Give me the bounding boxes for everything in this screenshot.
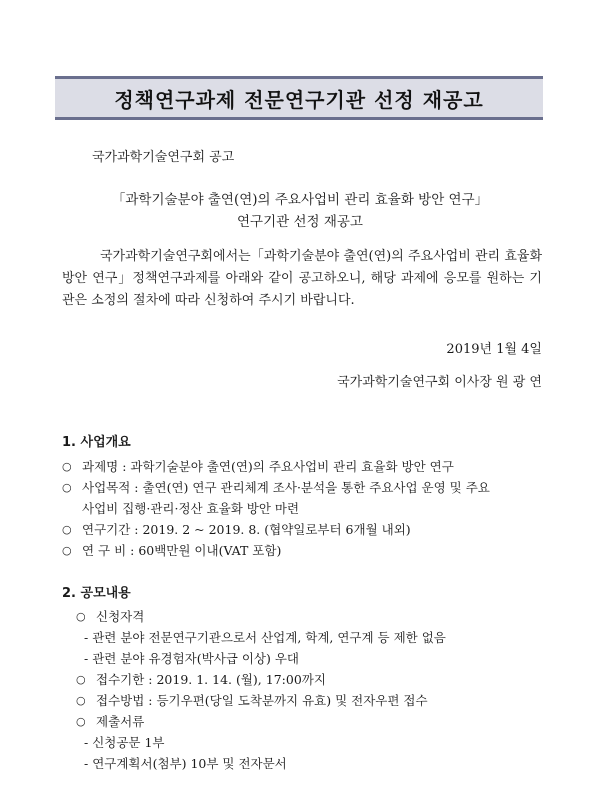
section2-heading: 2. 공모내용 [62,586,131,601]
section2-list [62,606,552,774]
item-qualification: 신청자격 [96,609,145,624]
section1-list [62,456,552,561]
item-method: 접수방법 : 등기우편(당일 도착분까지 유효) 및 전자우편 접수 [96,693,428,708]
list-subitem [62,627,552,648]
list-item [62,540,552,561]
list-item-continuation [62,498,552,519]
bullet-circle-icon: ○ [62,544,72,557]
list-item [62,606,552,627]
list-subitem [62,648,552,669]
list-item [62,456,552,477]
list-item [62,711,552,732]
qual-sub-2: - 관련 분야 유경험자(박사급 이상) 우대 [84,651,299,666]
qual-sub-1: - 관련 분야 전문연구기관으로서 산업계, 학계, 연구계 등 제한 없음 [84,630,446,645]
subject-line-2: 연구기관 선정 재공고 [237,214,363,230]
subject-line-1: 「과학기술분야 출연(연)의 주요사업비 관리 효율화 방안 연구」 [111,192,489,208]
item-purpose-continued: 사업비 집행·관리·정산 효율화 방안 마련 [82,501,300,516]
list-item [62,669,552,690]
list-item [62,477,552,498]
doc-sub-1: - 신청공문 1부 [84,735,165,750]
bullet-circle-icon: ○ [76,610,86,623]
bullet-circle-icon: ○ [62,523,72,536]
list-subitem [62,732,552,753]
agency-notice: 국가과학기술연구회 공고 [92,150,235,165]
title-banner [55,76,543,120]
list-item [62,690,552,711]
notice-date: 2019년 1월 4일 [446,342,542,357]
item-deadline: 접수기한 : 2019. 1. 14. (월), 17:00까지 [96,672,326,687]
item-budget: 연 구 비 : 60백만원 이내(VAT 포함) [82,543,282,558]
item-purpose: 사업목적 : 출연(연) 연구 관리체계 조사·분석을 통한 주요사업 운영 및 주요 [82,480,490,495]
item-documents: 제출서류 [96,714,145,729]
signer: 국가과학기술연구회 이사장 원 광 연 [337,375,542,390]
bullet-circle-icon: ○ [62,481,72,494]
item-period: 연구기간 : 2019. 2 ~ 2019. 8. (협약일로부터 6개월 내외) [82,522,411,537]
page-title: 정책연구과제 전문연구기관 선정 재공고 [114,87,484,112]
body-paragraph: 국가과학기술연구회에서는「과학기술분야 출연(연)의 주요사업비 관리 효율화 방안 연구」정책연구과제를 아래와 같이 공고하오니, 해당 과제에 응모를 원하는 기관은 소정의 절차에 따라 신청하여 주시기 바랍니다. [62,249,542,308]
section1-heading: 1. 사업개요 [62,435,131,450]
list-item [62,519,552,540]
bullet-circle-icon: ○ [76,694,86,707]
item-project-name: 과제명 : 과학기술분야 출연(연)의 주요사업비 관리 효율화 방안 연구 [82,459,454,474]
list-subitem [62,753,552,774]
bullet-circle-icon: ○ [62,460,72,473]
doc-sub-2: - 연구계획서(첨부) 10부 및 전자문서 [84,756,287,771]
bullet-circle-icon: ○ [76,715,86,728]
bullet-circle-icon: ○ [76,673,86,686]
